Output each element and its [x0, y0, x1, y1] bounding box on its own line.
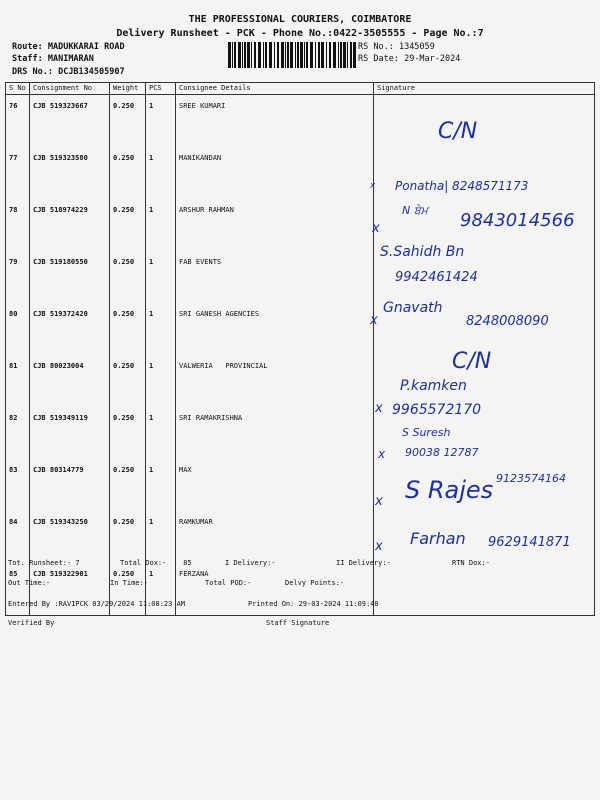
row-weight: 0.250: [110, 95, 146, 148]
x-mark: x: [370, 313, 378, 328]
row-weight: 0.250: [110, 563, 146, 616]
x-mark: x: [375, 539, 383, 554]
rs-no-value: 1345059: [398, 42, 435, 52]
row-pcs: 1: [146, 147, 176, 199]
row-weight: 0.250: [110, 459, 146, 511]
verified-by: Verified By: [8, 619, 55, 627]
handwritten-phone-83: 90038 12787: [405, 446, 479, 459]
row-pcs: 1: [146, 511, 176, 563]
handwritten-name-80: Gnavath: [383, 300, 443, 316]
row-pcs: 1: [146, 303, 176, 355]
row-weight: 0.250: [110, 511, 146, 563]
row-sno: 84: [6, 511, 30, 563]
staff-value: MANIMARAN: [47, 54, 94, 64]
printed-on: Printed On: 29-03-2024 11:09:40: [248, 600, 379, 608]
handwritten-signature-84: S Rajes: [405, 476, 494, 504]
cn-mark-1: C/N: [438, 119, 478, 144]
row-sno: 77: [6, 147, 30, 199]
tot-runsheet: Tot. Runsheet:- 7: [8, 559, 80, 567]
drs-label: DRS No.:: [12, 67, 53, 77]
entered-by: Entered By :RAVIPCK 03/29/2024 11:08:23 AM: [8, 600, 186, 608]
row-pcs: 1: [146, 251, 176, 303]
x-mark: x: [370, 181, 376, 191]
row-consignment: CJB 519323580: [30, 147, 110, 199]
route-label: Route:: [12, 42, 43, 52]
row-consignment: CJB 519372420: [30, 303, 110, 355]
x-mark: x: [375, 494, 383, 509]
i-delivery: I Delivery:-: [225, 559, 276, 567]
row-weight: 0.250: [110, 355, 146, 407]
handwritten-phone-78: 9843014566: [460, 210, 575, 231]
row-pcs: 1: [146, 563, 176, 616]
total-dox: Total Dox:- 85: [120, 559, 192, 567]
x-mark: x: [378, 447, 386, 461]
row-consignee: SRI RAMAKRISHNA: [176, 407, 374, 459]
row-consignment: CJB 519343250: [30, 511, 110, 563]
row-pcs: 1: [146, 95, 176, 148]
col-weight: Weight: [110, 83, 146, 95]
ii-delivery: II Delivery:-: [336, 559, 391, 567]
rtn-dox: RTN Dox:-: [452, 559, 490, 567]
row-weight: 0.250: [110, 199, 146, 251]
row-weight: 0.250: [110, 147, 146, 199]
col-pcs: PCS: [146, 83, 176, 95]
col-consignee: Consignee Details: [176, 83, 374, 95]
staff-label: Staff:: [12, 54, 43, 64]
handwritten-phone-80: 8248008090: [466, 314, 549, 329]
delvy-points: Delvy Points:-: [285, 579, 345, 587]
handwritten-signature-85: Farhan: [410, 529, 466, 548]
handwritten-name-82: P.kamken: [400, 378, 467, 394]
row-sno: 80: [6, 303, 30, 355]
out-time: Out Time:-: [8, 579, 51, 587]
handwritten-name-79: S.Sahidh Bn: [380, 244, 465, 260]
row-consignee: FERZANA: [176, 563, 374, 616]
row-consignment: CJB 519349119: [30, 407, 110, 459]
handwritten-phone-84: 9123574164: [496, 472, 566, 485]
row-sno: 82: [6, 407, 30, 459]
row-consignment: CJB 80023004: [30, 355, 110, 407]
rs-date-value: 29-Mar-2024: [404, 54, 461, 64]
runsheet-subtitle: Delivery Runsheet - PCK - Phone No.:0422-3505555 - Page No.:7: [116, 28, 484, 39]
row-consignment: CJB 80314779: [30, 459, 110, 511]
row-sno: 79: [6, 251, 30, 303]
row-sno: 78: [6, 199, 30, 251]
row-consignee: VALWERIA PROVINCIAL: [176, 355, 374, 407]
col-signature: Signature: [374, 83, 595, 95]
row-sno: 81: [6, 355, 30, 407]
row-weight: 0.250: [110, 303, 146, 355]
row-consignment: CJB 519323667: [30, 95, 110, 148]
row-consignment: CJB 519322901: [30, 563, 110, 616]
row-weight: 0.250: [110, 251, 146, 303]
row-consignee: ARSHUR RAHMAN: [176, 199, 374, 251]
rs-no-label: RS No.:: [358, 42, 394, 52]
x-mark: x: [375, 401, 383, 416]
row-consignment: CJB 518974229: [30, 199, 110, 251]
row-consignee: RAMKUMAR: [176, 511, 374, 563]
drs-value: DCJB134505907: [58, 67, 125, 77]
row-consignee: MAX: [176, 459, 374, 511]
route-value: MADUKKARAI ROAD: [47, 42, 125, 52]
cn-mark-2: C/N: [452, 349, 492, 374]
col-consignment: Consignment No: [30, 83, 110, 95]
handwritten-note-77: Ponatha| 8248571173: [395, 179, 529, 193]
row-consignee: MANIKANDAN: [176, 147, 374, 199]
row-consignee: SRI GANESH AGENCIES: [176, 303, 374, 355]
handwritten-phone-85: 9629141871: [488, 535, 571, 550]
handwritten-phone-79: 9942461424: [395, 270, 478, 285]
rs-date-label: RS Date:: [358, 54, 399, 64]
in-time: In Time:-: [110, 579, 148, 587]
row-sno: 85: [6, 563, 30, 616]
row-consignee: FAB EVENTS: [176, 251, 374, 303]
handwritten-name-83: S Suresh: [402, 426, 451, 439]
handwritten-phone-82: 9965572170: [392, 402, 482, 418]
row-consignee: SREE KUMARI: [176, 95, 374, 148]
row-sno: 76: [6, 95, 30, 148]
staff-signature: Staff Signature: [266, 619, 330, 627]
row-pcs: 1: [146, 459, 176, 511]
row-pcs: 1: [146, 355, 176, 407]
row-consignment: CJB 519180550: [30, 251, 110, 303]
row-weight: 0.250: [110, 407, 146, 459]
row-pcs: 1: [146, 199, 176, 251]
row-sno: 83: [6, 459, 30, 511]
row-pcs: 1: [146, 407, 176, 459]
company-title: THE PROFESSIONAL COURIERS, COIMBATORE: [188, 14, 412, 25]
handwritten-name-78: N ਬੇਮ: [402, 204, 428, 217]
col-sno: S No: [6, 83, 30, 95]
total-pod: Total POD:-: [205, 579, 252, 587]
x-mark: x: [372, 221, 380, 236]
